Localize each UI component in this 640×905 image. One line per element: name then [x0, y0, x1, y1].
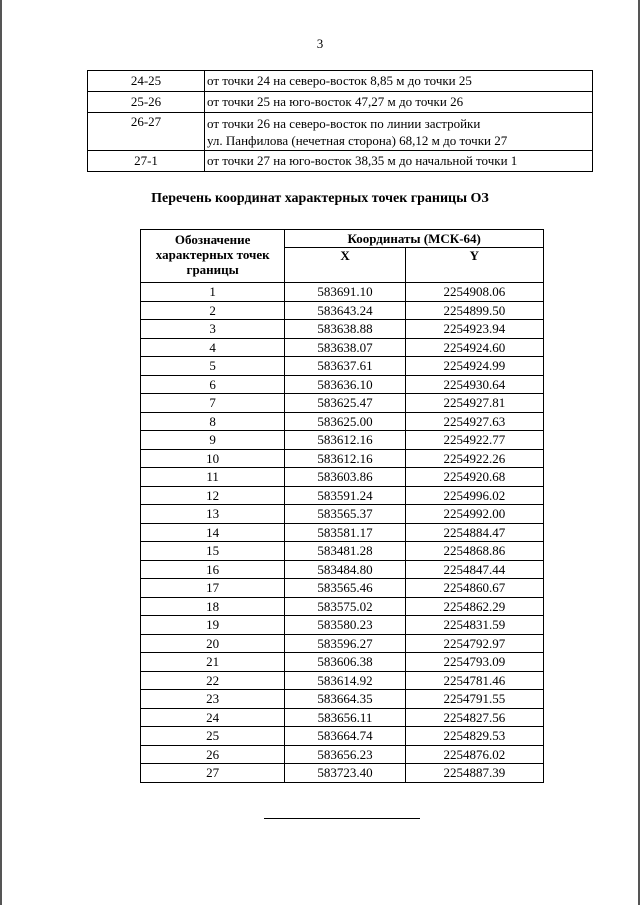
- table-row: [141, 616, 544, 635]
- y-coordinate: 2254860.67: [405, 579, 543, 598]
- point-number: 21: [141, 653, 285, 672]
- section-title: Перечень координат характерных точек границы ОЗ: [151, 191, 489, 206]
- x-coordinate: 583656.23: [285, 745, 405, 764]
- point-number: 3: [141, 320, 285, 339]
- y-coordinate: 2254927.81: [405, 394, 543, 413]
- y-coordinate: 2254924.99: [405, 357, 543, 376]
- point-number: 22: [141, 671, 285, 690]
- boundary-segments-table: [87, 70, 593, 172]
- x-coordinate: 583606.38: [285, 653, 405, 672]
- table-row: [141, 542, 544, 561]
- table-row: [141, 357, 544, 376]
- y-coordinate: 2254847.44: [405, 560, 543, 579]
- x-coordinate: 583637.61: [285, 357, 405, 376]
- point-number: 24: [141, 708, 285, 727]
- x-coordinate: 583481.28: [285, 542, 405, 561]
- y-coordinate: 2254908.06: [405, 283, 543, 302]
- x-coordinate: 583638.07: [285, 338, 405, 357]
- table-row: [141, 671, 544, 690]
- table-row: [141, 745, 544, 764]
- x-header: X: [285, 248, 405, 283]
- point-number: 20: [141, 634, 285, 653]
- x-coordinate: 583591.24: [285, 486, 405, 505]
- page-edge-left: [0, 0, 2, 905]
- table-row: [141, 764, 544, 783]
- y-coordinate: 2254829.53: [405, 727, 543, 746]
- point-number: 2: [141, 301, 285, 320]
- point-number: 10: [141, 449, 285, 468]
- table-row: [141, 338, 544, 357]
- point-number: 12: [141, 486, 285, 505]
- segment-description-line: от точки 26 на северо-восток по линии застройки: [207, 115, 481, 131]
- table-row: [141, 320, 544, 339]
- y-header: Y: [405, 248, 543, 283]
- y-coordinate: 2254924.60: [405, 338, 543, 357]
- table-row: [88, 71, 593, 92]
- x-coordinate: 583656.11: [285, 708, 405, 727]
- x-coordinate: 583612.16: [285, 449, 405, 468]
- x-coordinate: 583581.17: [285, 523, 405, 542]
- point-number: 15: [141, 542, 285, 561]
- x-coordinate: 583664.35: [285, 690, 405, 709]
- point-number: 16: [141, 560, 285, 579]
- point-number: 17: [141, 579, 285, 598]
- segment-range: 25-26: [88, 92, 205, 113]
- point-number: 27: [141, 764, 285, 783]
- x-coordinate: 583614.92: [285, 671, 405, 690]
- y-coordinate: 2254862.29: [405, 597, 543, 616]
- x-coordinate: 583625.47: [285, 394, 405, 413]
- segment-range: 24-25: [88, 71, 205, 92]
- point-number: 26: [141, 745, 285, 764]
- x-coordinate: 583691.10: [285, 283, 405, 302]
- point-number: 25: [141, 727, 285, 746]
- x-coordinate: 583625.00: [285, 412, 405, 431]
- point-number: 7: [141, 394, 285, 413]
- y-coordinate: 2254831.59: [405, 616, 543, 635]
- table-row: [141, 523, 544, 542]
- y-coordinate: 2254793.09: [405, 653, 543, 672]
- y-coordinate: 2254899.50: [405, 301, 543, 320]
- coordinates-body: [141, 283, 544, 783]
- table-row: [141, 690, 544, 709]
- table-row: [141, 301, 544, 320]
- y-coordinate: 2254930.64: [405, 375, 543, 394]
- y-coordinate: 2254992.00: [405, 505, 543, 524]
- table-row: [141, 431, 544, 450]
- point-number: 11: [141, 468, 285, 487]
- y-coordinate: 2254996.02: [405, 486, 543, 505]
- point-number: 6: [141, 375, 285, 394]
- coordinates-header: Координаты (МСК-64): [285, 230, 544, 248]
- x-coordinate: 583575.02: [285, 597, 405, 616]
- table-row: [141, 727, 544, 746]
- x-coordinate: 583723.40: [285, 764, 405, 783]
- x-coordinate: 583596.27: [285, 634, 405, 653]
- y-coordinate: 2254781.46: [405, 671, 543, 690]
- y-coordinate: 2254927.63: [405, 412, 543, 431]
- table-row: [141, 560, 544, 579]
- y-coordinate: 2254792.97: [405, 634, 543, 653]
- y-coordinate: 2254887.39: [405, 764, 543, 783]
- y-coordinate: 2254884.47: [405, 523, 543, 542]
- point-designation-header: Обозначение характерных точек границы: [141, 230, 285, 283]
- table-row: [141, 412, 544, 431]
- table-row: [141, 486, 544, 505]
- x-coordinate: 583643.24: [285, 301, 405, 320]
- table-row: [141, 653, 544, 672]
- point-number: 23: [141, 690, 285, 709]
- y-coordinate: 2254876.02: [405, 745, 543, 764]
- x-coordinate: 583636.10: [285, 375, 405, 394]
- point-number: 8: [141, 412, 285, 431]
- y-coordinate: 2254827.56: [405, 708, 543, 727]
- x-coordinate: 583565.46: [285, 579, 405, 598]
- page-number: 3: [316, 36, 324, 51]
- table-row: [88, 113, 593, 151]
- y-coordinate: 2254868.86: [405, 542, 543, 561]
- point-number: 14: [141, 523, 285, 542]
- table-row: [88, 92, 593, 113]
- x-coordinate: 583612.16: [285, 431, 405, 450]
- x-coordinate: 583603.86: [285, 468, 405, 487]
- y-coordinate: 2254923.94: [405, 320, 543, 339]
- coordinates-table: [140, 229, 544, 783]
- segment-range: 27-1: [88, 151, 205, 172]
- segment-description: [205, 113, 593, 151]
- table-row: [88, 151, 593, 172]
- x-coordinate: 583664.74: [285, 727, 405, 746]
- segment-description: от точки 25 на юго-восток 47,27 м до точки 26: [205, 92, 593, 113]
- x-coordinate: 583484.80: [285, 560, 405, 579]
- table-row: [141, 597, 544, 616]
- y-coordinate: 2254920.68: [405, 468, 543, 487]
- segment-description: от точки 24 на северо-восток 8,85 м до точки 25: [205, 71, 593, 92]
- y-coordinate: 2254922.26: [405, 449, 543, 468]
- table-row: [141, 375, 544, 394]
- point-number: 1: [141, 283, 285, 302]
- point-number: 18: [141, 597, 285, 616]
- segment-range: 26-27: [88, 113, 205, 151]
- x-coordinate: 583580.23: [285, 616, 405, 635]
- segment-description: от точки 27 на юго-восток 38,35 м до начальной точки 1: [205, 151, 593, 172]
- point-number: 5: [141, 357, 285, 376]
- point-number: 13: [141, 505, 285, 524]
- table-row: [141, 505, 544, 524]
- y-coordinate: 2254922.77: [405, 431, 543, 450]
- table-row: [141, 634, 544, 653]
- y-coordinate: 2254791.55: [405, 690, 543, 709]
- x-coordinate: 583638.88: [285, 320, 405, 339]
- table-row: [141, 579, 544, 598]
- table-row: [141, 468, 544, 487]
- footer-rule: [264, 818, 420, 819]
- table-row: [141, 283, 544, 302]
- segment-description-line: ул. Панфилова (нечетная сторона) 68,12 м до точки 27: [207, 132, 508, 148]
- x-coordinate: 583565.37: [285, 505, 405, 524]
- table-row: [141, 708, 544, 727]
- point-number: 9: [141, 431, 285, 450]
- point-number: 19: [141, 616, 285, 635]
- table-row: [141, 449, 544, 468]
- point-number: 4: [141, 338, 285, 357]
- table-row: [141, 394, 544, 413]
